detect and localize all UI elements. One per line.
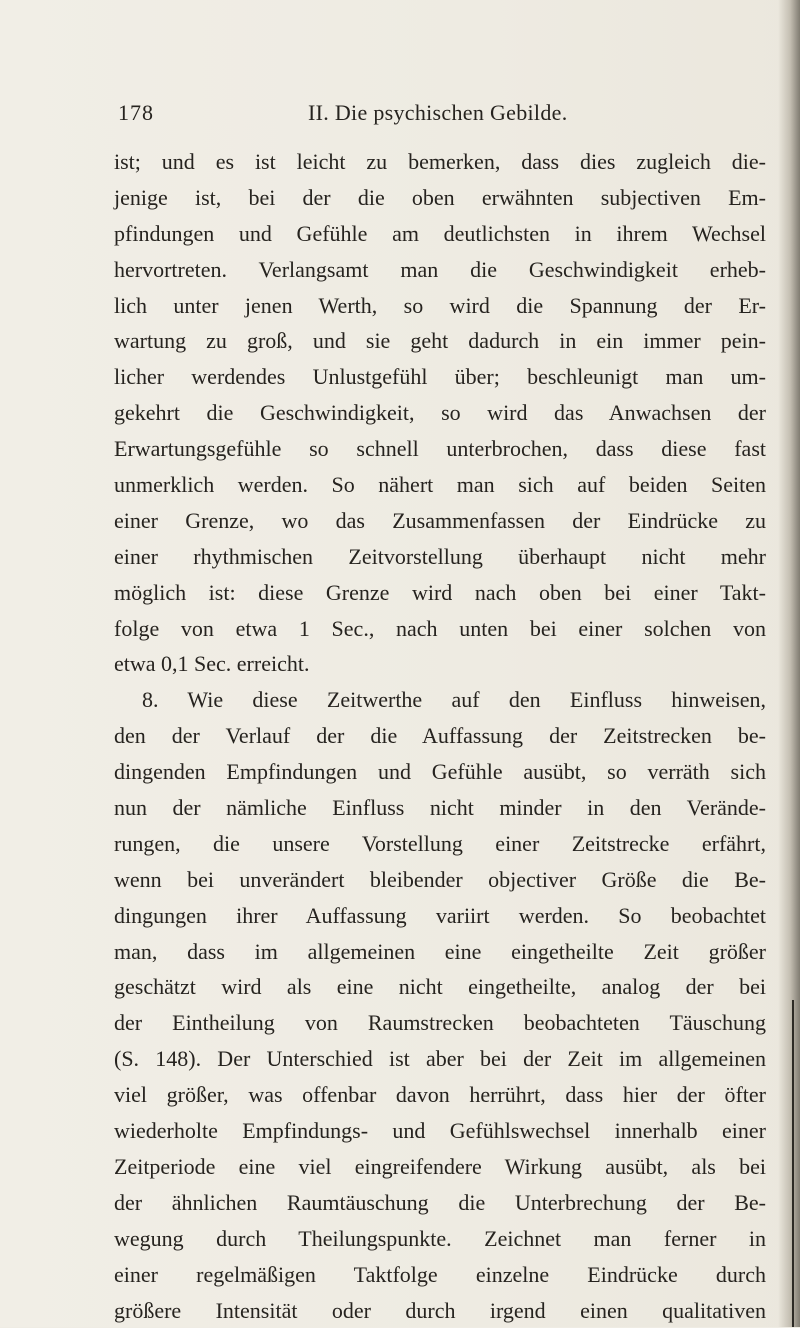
text-line: man, dass im allgemeinen eine eingetheilte Zeit größer [114, 934, 766, 970]
text-line: ist; und es ist leicht zu bemerken, dass dies zugleich die- [114, 144, 766, 180]
text-line: unmerklich werden. So nähert man sich auf beiden Seiten [114, 467, 766, 503]
text-line: folge von etwa 1 Sec., nach unten bei einer solchen von [114, 611, 766, 647]
text-line: nun der nämliche Einfluss nicht minder in den Verände- [114, 790, 766, 826]
text-line: hervortreten. Verlangsamt man die Geschwindigkeit erheb- [114, 252, 766, 288]
text-line: gekehrt die Geschwindigkeit, so wird das Anwachsen der [114, 395, 766, 431]
text-line: den der Verlauf der die Auffassung der Zeitstrecken be- [114, 718, 766, 754]
running-head: II. Die psychischen Gebilde. [308, 100, 568, 126]
text-line: einer regelmäßigen Taktfolge einzelne Eindrücke durch [114, 1257, 766, 1293]
page-header [0, 100, 800, 140]
text-line: wenn bei unverändert bleibender objectiver Größe die Be- [114, 862, 766, 898]
text-line: der Eintheilung von Raumstrecken beobachteten Täuschung [114, 1005, 766, 1041]
text-line: möglich ist: diese Grenze wird nach oben bei einer Takt- [114, 575, 766, 611]
page-edge-shadow [778, 0, 800, 1327]
text-line: Zeitperiode eine viel eingreifendere Wirkung ausübt, als bei [114, 1149, 766, 1185]
text-line: geschätzt wird als eine nicht eingetheilte, analog der bei [114, 969, 766, 1005]
text-line: dingenden Empfindungen und Gefühle ausübt, so verräth sich [114, 754, 766, 790]
text-line: einer rhythmischen Zeitvorstellung überhaupt nicht mehr [114, 539, 766, 575]
text-line: wartung zu groß, und sie geht dadurch in ein immer pein- [114, 323, 766, 359]
page-number: 178 [118, 100, 154, 126]
text-line: jenige ist, bei der die oben erwähnten subjectiven Em- [114, 180, 766, 216]
text-line: Erwartungsgefühle so schnell unterbrochen, dass diese fast [114, 431, 766, 467]
text-line: pfindungen und Gefühle am deutlichsten in ihrem Wechsel [114, 216, 766, 252]
text-line: etwa 0,1 Sec. erreicht. [114, 646, 766, 682]
text-line: der ähnlichen Raumtäuschung die Unterbrechung der Be- [114, 1185, 766, 1221]
text-line: wiederholte Empfindungs- und Gefühlswechsel innerhalb einer [114, 1113, 766, 1149]
text-line: rungen, die unsere Vorstellung einer Zeitstrecke erfährt, [114, 826, 766, 862]
text-line: wegung durch Theilungspunkte. Zeichnet man ferner in [114, 1221, 766, 1257]
text-line: licher werdendes Unlustgefühl über; beschleunigt man um- [114, 359, 766, 395]
text-line: dingungen ihrer Auffassung variirt werden. So beobachtet [114, 898, 766, 934]
text-line: lich unter jenen Werth, so wird die Spannung der Er- [114, 288, 766, 324]
text-line: größere Intensität oder durch irgend einen qualitativen [114, 1293, 766, 1328]
text-line: 8. Wie diese Zeitwerthe auf den Einfluss hinweisen, [114, 682, 766, 718]
text-line: einer Grenze, wo das Zusammenfassen der Eindrücke zu [114, 503, 766, 539]
body-text [114, 144, 766, 1328]
text-line: (S. 148). Der Unterschied ist aber bei der Zeit im allgemeinen [114, 1041, 766, 1077]
text-line: viel größer, was offenbar davon herrührt, dass hier der öfter [114, 1077, 766, 1113]
page-edge-line [792, 1000, 794, 1327]
